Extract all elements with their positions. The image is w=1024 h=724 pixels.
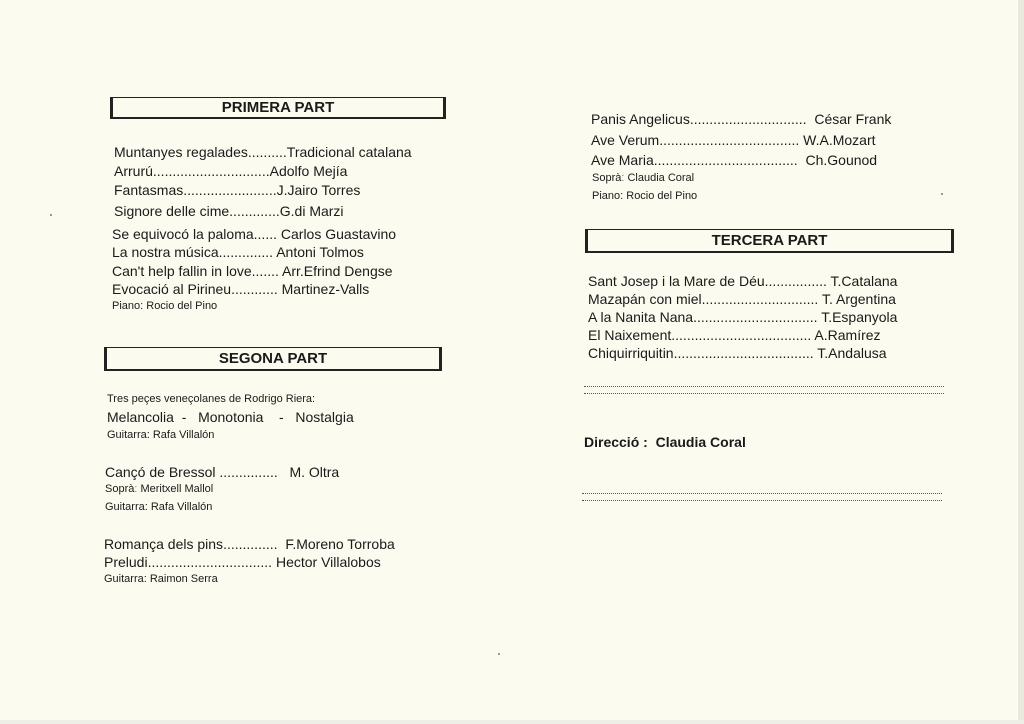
performer-credit: Guitarra: Rafa Villalón xyxy=(105,501,213,513)
paper-edge xyxy=(1018,0,1024,724)
program-line: La nostra música.............. Antoni Tolmos xyxy=(112,244,364,260)
program-line: Romança dels pins.............. F.Moreno Torroba xyxy=(104,536,395,552)
performer-credit: Guitarra: Rafa Villalón xyxy=(107,429,215,441)
program-line: Mazapán con miel.............................. T. Argentina xyxy=(588,291,896,307)
program-line: Muntanyes regalades..........Tradicional catalana xyxy=(114,144,412,160)
performer-credit: Guitarra: Raimon Serra xyxy=(104,573,218,585)
program-line: Chiquirriquitin.................................... T.Andalusa xyxy=(588,345,887,361)
segona-part-heading: SEGONA PART xyxy=(104,347,442,371)
performer-credit: Sopràː Meritxell Mallol xyxy=(105,483,214,495)
program-line: El Naixement.................................... A.Ramírez xyxy=(588,327,881,343)
primera-part-heading: PRIMERA PART xyxy=(110,97,446,119)
performer-credit: Piano: Rocio del Pino xyxy=(112,300,218,312)
program-line: Cançó de Bressol ............... M. Oltra xyxy=(105,464,340,480)
program-line: Signore delle cime.............G.di Marzi xyxy=(114,203,344,219)
pieces-intro: Tres peçes veneçolanes de Rodrigo Riera: xyxy=(107,393,316,405)
program-line: A la Nanita Nana................................ T.Espanyola xyxy=(588,309,898,325)
program-line: Arrurú..............................Adolfo Mejía xyxy=(114,163,348,179)
paper-speck xyxy=(941,193,943,195)
program-line: Se equivocó la paloma...... Carlos Guastavino xyxy=(112,226,397,242)
program-line: Can't help fallin in love....... Arr.Efrind Dengse xyxy=(112,263,393,279)
program-line: Evocació al Pirineu............ Martinez-Valls xyxy=(112,281,370,297)
tercera-part-heading: TERCERA PART xyxy=(585,229,954,253)
program-line: Sant Josep i la Mare de Déu................ T.Catalana xyxy=(588,273,898,289)
dotted-rule xyxy=(582,493,942,501)
program-line: Ave Maria..................................... Ch.Gounod xyxy=(591,152,878,168)
program-line: Ave Verum.................................... W.A.Mozart xyxy=(591,132,876,148)
dotted-rule xyxy=(584,386,944,394)
paper-speck xyxy=(498,653,500,655)
paper-speck xyxy=(50,214,52,216)
paper-edge xyxy=(0,720,1024,724)
program-line: Preludi................................ Hector Villalobos xyxy=(104,554,381,570)
pieces-line: Melancolia - Monotonia - Nostalgia xyxy=(107,409,354,425)
program-line: Panis Angelicus.............................. César Frank xyxy=(591,111,892,127)
performer-credit: Sopràː Claudia Coral xyxy=(592,172,695,184)
direction-credit: Direcció : Claudia Coral xyxy=(584,434,746,450)
performer-credit: Piano: Rocio del Pino xyxy=(592,190,698,202)
program-line: Fantasmas........................J.Jairo Torres xyxy=(114,182,361,198)
